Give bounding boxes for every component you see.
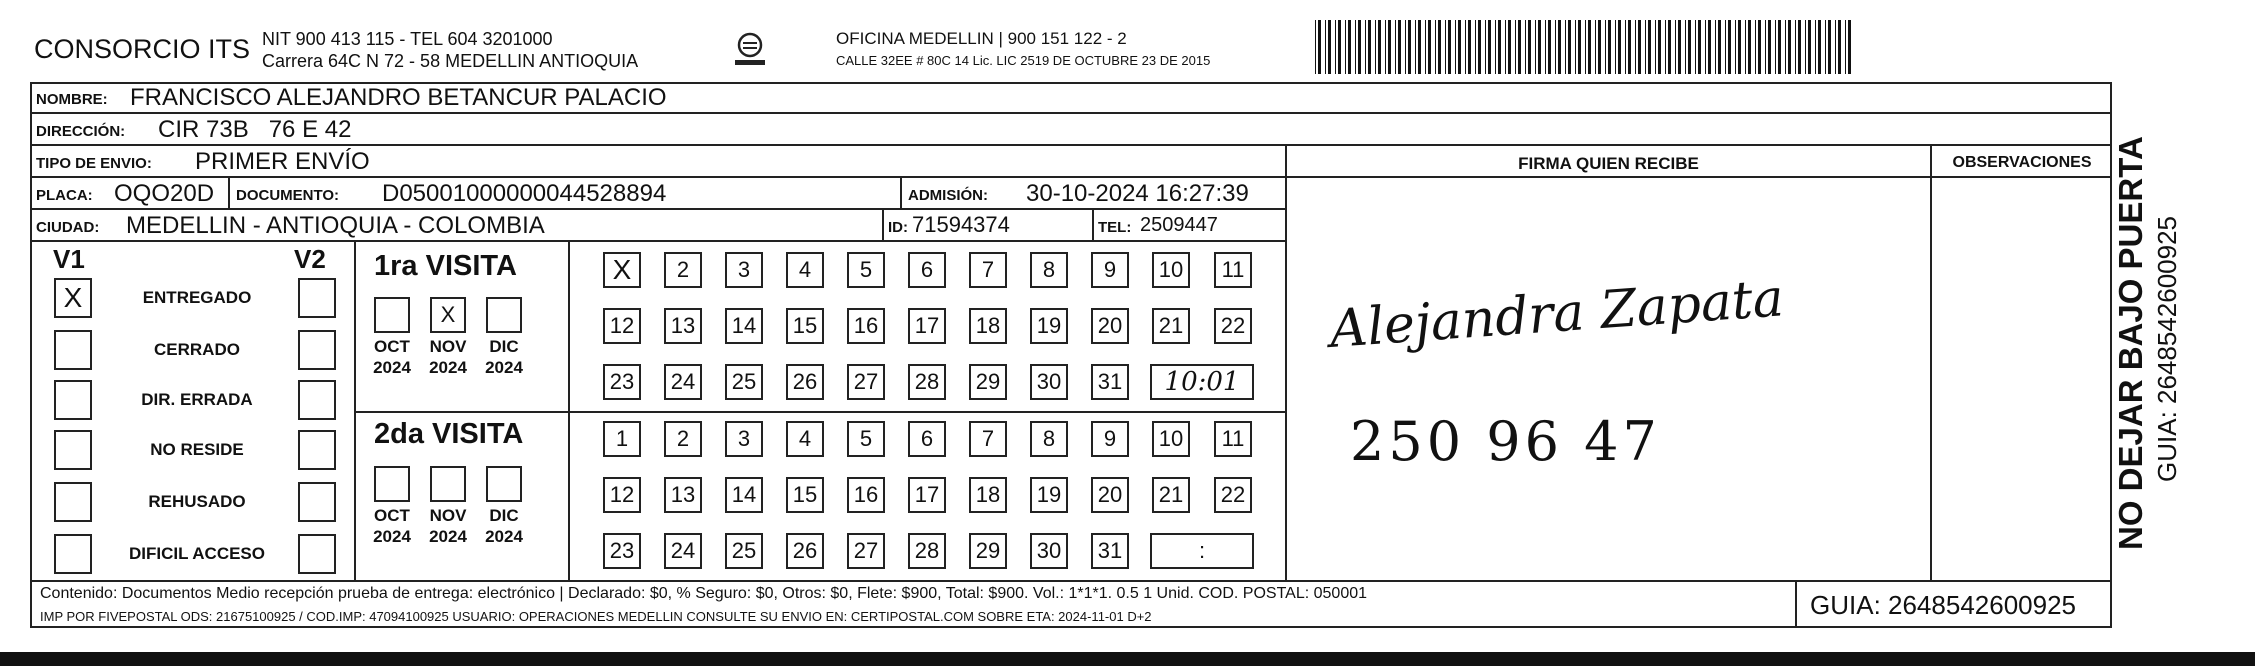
second-visit-title: 2da VISITA (374, 418, 524, 450)
barcode-bar (1395, 20, 1396, 74)
first-visit-month-checkbox[interactable]: X (430, 297, 466, 333)
placa-value: OQO20D (114, 180, 215, 207)
status-label: NO RESIDE (150, 440, 244, 459)
barcode-bar (1488, 20, 1491, 74)
license-line: CALLE 32EE # 80C 14 Lic. LIC 2519 DE OCTUBRE 23 DE 2015 (836, 53, 1211, 68)
status-v1-checkbox[interactable]: X (54, 278, 92, 318)
barcode-bar (1428, 20, 1431, 74)
barcode-bar (1535, 20, 1536, 74)
address-line: Carrera 64C N 72 - 58 MEDELLIN ANTIOQUIA (262, 51, 639, 71)
barcode-bar (1425, 20, 1426, 74)
barcode-bar (1848, 20, 1851, 74)
second-visit-day-box[interactable]: 4 (786, 421, 824, 457)
tipo-row (30, 146, 1285, 178)
month-year: 2024 (373, 527, 411, 546)
direccion-value: CIR 73B 76 E 42 (158, 116, 352, 143)
first-visit-day-box[interactable]: 28 (908, 364, 946, 400)
barcode-bar (1785, 20, 1786, 74)
first-visit-day-box[interactable]: 25 (725, 364, 763, 400)
barcode-bar (1478, 20, 1481, 74)
barcode-bar (1748, 20, 1751, 74)
status-v2-checkbox[interactable] (298, 380, 336, 420)
barcode-bar (1495, 20, 1496, 74)
direccion-row (30, 114, 2112, 146)
barcode-bar (1735, 20, 1736, 74)
second-visit-day-box[interactable]: 7 (969, 421, 1007, 457)
barcode-bar (1408, 20, 1411, 74)
barcode-bar (1418, 20, 1421, 74)
office-line: OFICINA MEDELLIN | 900 151 122 - 2 (836, 29, 1127, 48)
barcode-bar (1628, 20, 1631, 74)
barcode-bar (1845, 20, 1846, 74)
barcode-bar (1325, 20, 1326, 74)
barcode-bar (1328, 20, 1331, 74)
first-visit-month-label (476, 336, 532, 378)
barcode-bar (1498, 20, 1501, 74)
ciudad-row (30, 210, 1285, 242)
barcode-bar (1378, 20, 1381, 74)
visit-divider (356, 411, 1285, 413)
barcode-bar (1745, 20, 1746, 74)
second-visit-month-label (420, 505, 476, 547)
certipostal-logo-icon (730, 30, 770, 70)
barcode-bar (1665, 20, 1666, 74)
second-visit-day-box[interactable]: 23 (603, 533, 641, 569)
barcode-bar (1568, 20, 1571, 74)
barcode-bar (1515, 20, 1516, 74)
status-v1-checkbox[interactable] (54, 430, 92, 470)
signature-phone: 250 96 47 (1350, 410, 1661, 473)
second-visit-day-box[interactable]: 30 (1030, 533, 1068, 569)
id-label: ID: (888, 219, 908, 236)
month-name: OCT (374, 506, 410, 525)
first-visit-day-box[interactable]: 8 (1030, 252, 1068, 288)
barcode-bar (1698, 20, 1701, 74)
barcode-bar (1508, 20, 1511, 74)
second-visit-day-box[interactable]: 5 (847, 421, 885, 457)
second-visit-day-box[interactable]: 19 (1030, 477, 1068, 513)
barcode-bar (1725, 20, 1726, 74)
month-name: NOV (429, 506, 467, 525)
month-year: 2024 (485, 527, 523, 546)
status-v2-checkbox[interactable] (298, 330, 336, 370)
first-visit-day-box[interactable]: 6 (908, 252, 946, 288)
barcode-bar (1385, 20, 1386, 74)
barcode-bar (1685, 20, 1686, 74)
barcode (1315, 20, 1860, 74)
barcode-bar (1335, 20, 1336, 74)
side-warning: NO DEJAR BAJO PUERTA (2112, 136, 2149, 550)
barcode-bar (1338, 20, 1341, 74)
tel-divider (1092, 210, 1094, 242)
barcode-bar (1835, 20, 1836, 74)
status-v2-checkbox[interactable] (298, 534, 336, 574)
barcode-bar (1528, 20, 1531, 74)
barcode-bar (1388, 20, 1391, 74)
placa-label: PLACA: (36, 187, 93, 204)
status-label: ENTREGADO (142, 288, 252, 307)
first-visit-day-box[interactable]: 23 (603, 364, 641, 400)
first-visit-day-box[interactable]: 27 (847, 364, 885, 400)
second-visit-day-box[interactable]: 24 (664, 533, 702, 569)
second-visit-day-box[interactable]: 14 (725, 477, 763, 513)
barcode-bar (1595, 20, 1596, 74)
barcode-bar (1655, 20, 1656, 74)
barcode-bar (1625, 20, 1626, 74)
id-divider (882, 210, 884, 242)
v1-label: V1 (53, 244, 85, 274)
barcode-bar (1465, 20, 1466, 74)
second-visit-month-label (476, 505, 532, 547)
barcode-bar (1798, 20, 1801, 74)
month-year: 2024 (485, 358, 523, 377)
second-visit-month-checkbox[interactable] (486, 466, 522, 502)
barcode-bar (1695, 20, 1696, 74)
nombre-value: FRANCISCO ALEJANDRO BETANCUR PALACIO (130, 84, 667, 111)
first-visit-day-box[interactable]: 4 (786, 252, 824, 288)
barcode-graphic (1315, 20, 1860, 74)
first-visit-day-box[interactable]: 2 (664, 252, 702, 288)
first-visit-day-box[interactable]: 7 (969, 252, 1007, 288)
barcode-bar (1678, 20, 1681, 74)
ciudad-value: MEDELLIN - ANTIOQUIA - COLOMBIA (126, 212, 545, 239)
month-year: 2024 (429, 527, 467, 546)
admision-value: 30-10-2024 16:27:39 (1026, 180, 1249, 207)
first-visit-day-box[interactable]: 16 (847, 308, 885, 344)
first-visit-day-box[interactable]: 15 (786, 308, 824, 344)
barcode-bar (1808, 20, 1811, 74)
status-v1-checkbox[interactable] (54, 330, 92, 370)
barcode-bar (1635, 20, 1636, 74)
first-visit-day-box[interactable]: 18 (969, 308, 1007, 344)
second-visit-day-box[interactable]: 25 (725, 533, 763, 569)
barcode-bar (1485, 20, 1486, 74)
status-label: DIR. ERRADA (141, 390, 253, 409)
v2-label: V2 (294, 244, 326, 274)
second-visit-day-box[interactable]: 29 (969, 533, 1007, 569)
first-visit-month-checkbox[interactable] (374, 297, 410, 333)
second-visit-month-label (364, 505, 420, 547)
documento-value: D05001000000044528894 (382, 180, 667, 207)
second-visit-day-box[interactable]: 16 (847, 477, 885, 513)
barcode-bar (1565, 20, 1566, 74)
tel-label: TEL: (1098, 219, 1132, 236)
footer-row (30, 580, 2112, 582)
barcode-bar (1828, 20, 1831, 74)
month-year: 2024 (429, 358, 467, 377)
barcode-bar (1468, 20, 1471, 74)
barcode-bar (1558, 20, 1561, 74)
first-visit-day-box[interactable]: X (603, 252, 641, 288)
footer-contenido: Contenido: Documentos Medio recepción prueba de entrega: electrónico | Declarado: $0, % Seguro: $0, Otros: $0, Flete: $900, Total: $900. Vol.: 1*1*1. 0.5 1 Unid. COD. POSTAL: 050001 (40, 585, 1368, 602)
barcode-bar (1455, 20, 1456, 74)
certipostal-logo (730, 30, 770, 70)
barcode-bar (1538, 20, 1541, 74)
barcode-bar (1545, 20, 1546, 74)
status-v2-checkbox[interactable] (298, 430, 336, 470)
second-visit-day-box[interactable]: 9 (1091, 421, 1129, 457)
second-visit-day-box[interactable]: 2 (664, 421, 702, 457)
status-v2-checkbox[interactable] (298, 482, 336, 522)
barcode-bar (1318, 20, 1321, 74)
footer-guia-divider (1795, 580, 1797, 628)
observaciones-header: OBSERVACIONES (1952, 154, 2092, 171)
second-visit-day-box[interactable]: 11 (1214, 421, 1252, 457)
barcode-bar (1658, 20, 1661, 74)
firma-header: FIRMA QUIEN RECIBE (1518, 154, 1699, 173)
second-visit-day-box[interactable]: 26 (786, 533, 824, 569)
placa-row (30, 178, 1285, 210)
first-visit-time-box[interactable]: 10:01 (1150, 364, 1254, 400)
barcode-bar (1758, 20, 1761, 74)
second-visit-day-box[interactable]: 3 (725, 421, 763, 457)
barcode-bar (1705, 20, 1706, 74)
second-visit-day-box[interactable]: 20 (1091, 477, 1129, 513)
id-value: 71594374 (912, 212, 1010, 237)
second-visit-day-box[interactable]: 18 (969, 477, 1007, 513)
barcode-bar (1718, 20, 1721, 74)
second-visit-day-box[interactable]: 31 (1091, 533, 1129, 569)
barcode-bar (1458, 20, 1461, 74)
second-visit-day-box[interactable]: 27 (847, 533, 885, 569)
first-visit-day-box[interactable]: 3 (725, 252, 763, 288)
second-visit-day-box[interactable]: 10 (1152, 421, 1190, 457)
month-year: 2024 (373, 358, 411, 377)
status-label: REHUSADO (148, 492, 246, 511)
visit-inner-divider (568, 242, 570, 580)
second-visit-day-box[interactable]: 1 (603, 421, 641, 457)
first-visit-day-box[interactable]: 31 (1091, 364, 1129, 400)
first-visit-day-box[interactable]: 22 (1214, 308, 1252, 344)
barcode-bar (1715, 20, 1716, 74)
barcode-bar (1608, 20, 1611, 74)
barcode-bar (1818, 20, 1821, 74)
barcode-bar (1555, 20, 1556, 74)
first-visit-day-box[interactable]: 14 (725, 308, 763, 344)
status-label: CERRADO (154, 340, 240, 359)
month-name: DIC (489, 506, 519, 525)
barcode-bar (1435, 20, 1436, 74)
barcode-bar (1638, 20, 1641, 74)
barcode-bar (1675, 20, 1676, 74)
barcode-bar (1548, 20, 1551, 74)
barcode-bar (1618, 20, 1621, 74)
barcode-bar (1315, 20, 1316, 74)
barcode-bar (1645, 20, 1646, 74)
second-visit-day-box[interactable]: 15 (786, 477, 824, 513)
barcode-bar (1688, 20, 1691, 74)
barcode-bar (1668, 20, 1671, 74)
barcode-bar (1778, 20, 1781, 74)
barcode-bar (1805, 20, 1806, 74)
ciudad-label: CIUDAD: (36, 219, 100, 236)
month-name: DIC (489, 337, 519, 356)
first-visit-day-box[interactable]: 10 (1152, 252, 1190, 288)
tel-value: 2509447 (1140, 214, 1218, 236)
first-visit-day-box[interactable]: 9 (1091, 252, 1129, 288)
status-v1-checkbox[interactable] (54, 482, 92, 522)
barcode-bar (1708, 20, 1711, 74)
status-v1-checkbox[interactable] (54, 380, 92, 420)
direccion-label: DIRECCIÓN: (36, 123, 126, 140)
barcode-bar (1438, 20, 1441, 74)
first-visit-day-box[interactable]: 12 (603, 308, 641, 344)
barcode-bar (1355, 20, 1356, 74)
barcode-bar (1838, 20, 1841, 74)
first-visit-day-box[interactable]: 11 (1214, 252, 1252, 288)
first-visit-month-checkbox[interactable] (486, 297, 522, 333)
first-visit-day-box[interactable]: 5 (847, 252, 885, 288)
second-visit-day-box[interactable]: 12 (603, 477, 641, 513)
barcode-bar (1585, 20, 1586, 74)
barcode-bar (1348, 20, 1351, 74)
barcode-bar (1365, 20, 1366, 74)
documento-label: DOCUMENTO: (236, 187, 340, 204)
barcode-bar (1588, 20, 1591, 74)
first-visit-day-box[interactable]: 24 (664, 364, 702, 400)
barcode-bar (1398, 20, 1401, 74)
tipo-label: TIPO DE ENVIO: (36, 155, 152, 172)
barcode-bar (1825, 20, 1826, 74)
first-visit-day-box[interactable]: 30 (1030, 364, 1068, 400)
barcode-bar (1795, 20, 1796, 74)
second-visit-day-box[interactable]: 13 (664, 477, 702, 513)
second-visit-day-box[interactable]: 28 (908, 533, 946, 569)
status-label: DIFICIL ACCESO (128, 544, 265, 563)
status-v1-checkbox[interactable] (54, 534, 92, 574)
barcode-bar (1728, 20, 1731, 74)
bottom-edge-bar (0, 652, 2255, 666)
admision-label: ADMISIÓN: (908, 187, 988, 204)
first-visit-day-box[interactable]: 21 (1152, 308, 1190, 344)
barcode-bar (1768, 20, 1771, 74)
second-visit-time-box[interactable]: : (1150, 533, 1254, 569)
first-visit-month-label (420, 336, 476, 378)
first-visit-title: 1ra VISITA (374, 250, 517, 282)
barcode-bar (1578, 20, 1581, 74)
barcode-bar (1448, 20, 1451, 74)
barcode-bar (1615, 20, 1616, 74)
month-name: OCT (374, 337, 410, 356)
second-visit-month-checkbox[interactable] (430, 466, 466, 502)
first-visit-day-box[interactable]: 26 (786, 364, 824, 400)
second-visit-day-box[interactable]: 8 (1030, 421, 1068, 457)
nombre-row (30, 82, 2112, 114)
barcode-bar (1405, 20, 1406, 74)
second-visit-day-box[interactable]: 21 (1152, 477, 1190, 513)
barcode-bar (1755, 20, 1756, 74)
first-visit-day-box[interactable]: 20 (1091, 308, 1129, 344)
barcode-bar (1648, 20, 1651, 74)
company-name: CONSORCIO ITS (34, 34, 251, 64)
second-visit-day-box[interactable]: 6 (908, 421, 946, 457)
nombre-label: NOMBRE: (36, 91, 108, 108)
barcode-bar (1368, 20, 1371, 74)
footer-imp: IMP POR FIVEPOSTAL ODS: 21675100925 / COD.IMP: 47094100925 USUARIO: OPERACIONES MEDELLIN CONSULTE SU ENVIO EN: CERTIPOSTAL.COM SOBRE ETA: 2024-11-01 D+2 (40, 609, 1152, 624)
second-visit-day-box[interactable]: 17 (908, 477, 946, 513)
barcode-bar (1575, 20, 1576, 74)
first-visit-month-label (364, 336, 420, 378)
signature-name: Alejandra Zapata (1327, 268, 1786, 360)
admision-divider (900, 178, 902, 210)
first-visit-day-box[interactable]: 19 (1030, 308, 1068, 344)
barcode-bar (1345, 20, 1346, 74)
tipo-value: PRIMER ENVÍO (195, 148, 370, 175)
firma-column (1285, 146, 1932, 580)
second-visit-day-box[interactable]: 22 (1214, 477, 1252, 513)
first-visit-day-box[interactable]: 29 (969, 364, 1007, 400)
status-v2-checkbox[interactable] (298, 278, 336, 318)
month-name: NOV (429, 337, 467, 356)
barcode-bar (1605, 20, 1606, 74)
barcode-bar (1738, 20, 1741, 74)
first-visit-day-box[interactable]: 13 (664, 308, 702, 344)
barcode-bar (1598, 20, 1601, 74)
barcode-bar (1375, 20, 1376, 74)
barcode-bar (1518, 20, 1521, 74)
side-guia: GUIA: 2648542600925 (2152, 216, 2182, 482)
second-visit-month-checkbox[interactable] (374, 466, 410, 502)
placa-divider (228, 178, 230, 210)
barcode-bar (1358, 20, 1361, 74)
barcode-bar (1475, 20, 1476, 74)
first-visit-day-box[interactable]: 17 (908, 308, 946, 344)
barcode-bar (1788, 20, 1791, 74)
barcode-bar (1775, 20, 1776, 74)
barcode-bar (1765, 20, 1766, 74)
footer-guia: GUIA: 2648542600925 (1810, 590, 2076, 620)
nit-line: NIT 900 413 115 - TEL 604 3201000 (262, 29, 553, 49)
barcode-bar (1415, 20, 1416, 74)
barcode-bar (1525, 20, 1526, 74)
barcode-bar (1445, 20, 1446, 74)
barcode-bar (1505, 20, 1506, 74)
barcode-bar (1815, 20, 1816, 74)
